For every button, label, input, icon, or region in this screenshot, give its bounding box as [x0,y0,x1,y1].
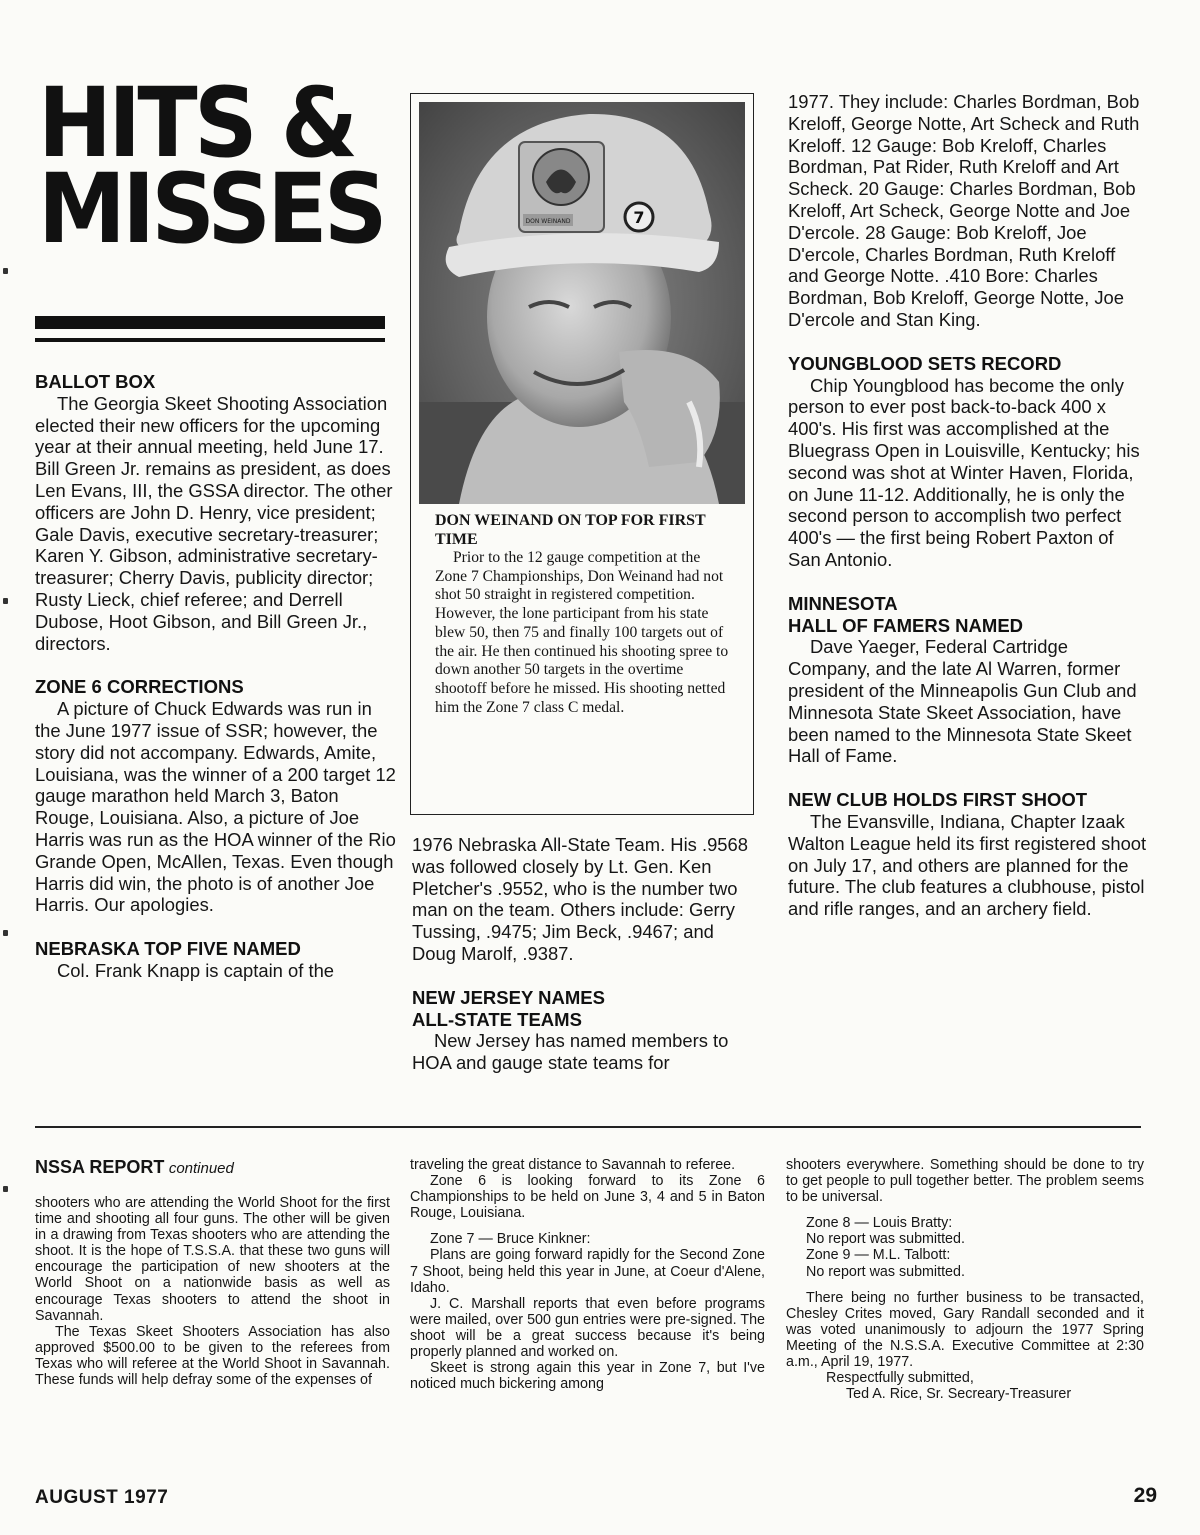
nssa-col3-p1: shooters everywhere. Something should be done to try to get people to pull together better. The problem seems to be universal. [786,1157,1144,1206]
nssa-col2-p1: traveling the great distance to Savannah to referee. [410,1157,736,1173]
nssa-col-1 [35,1195,390,1388]
nssa-col2-p4: J. C. Marshall reports that even before programs were mailed, over 500 gun entries were pre-signed. The shoot will be a great success because it's being properly planned and worked on. [410,1295,765,1361]
youngblood-body: Chip Youngblood has become the only person to ever post back-to-back 400 x 400's. His first was accomplished at the Bluegrass Open in Louisville, Kentucky; his second was shot at Winter Haven, Florida, on June 11-12. Additionally, he is only the second person to accomplish two perfect 400's — the first being Robert Paxton of San Antonio. [788,374,1140,570]
new-jersey-body-cont: 1977. They include: Charles Bordman, Bob Kreloff, George Notte, Art Scheck and Ruth Kreloff. 12 Gauge: Bob Kreloff, Charles Bordman, Pat Rider, Ruth Kreloff and Art Scheck. 20 Gauge: Charles Bordman, Bob Kreloff, Art Scheck, George Notte and Joe D'ercole. 28 Gauge: Bob Kreloff, Joe D'ercole, Charles Bordman, Ruth Kreloff and George Notte. .410 Bore: Charles Bordman, Bob Kreloff, George Notte, Joe D'ercole and Stan King. [788,91,1140,330]
name-tag-text: DON WEINAND [525,218,571,225]
nssa-col3-signer: Ted A. Rice, Sr. Secreary-Treasurer [846,1386,1072,1403]
nssa-col3-p2: There being no further business to be transacted, Chesley Crites moved, Gary Randall seconded and it was voted unanimously to adjourn the 1977 Spring Meeting of the N.S.S.A. Executive Committee at 2:30 a.m., April 19, 1977. [786,1289,1144,1371]
margin-mark [3,268,8,274]
nssa-col2-zone7: Zone 7 — Bruce Kinkner: [430,1231,591,1248]
left-column [35,371,397,982]
masthead-line1: HITS & [38,67,355,179]
nssa-report-title: NSSA REPORT [35,1157,165,1177]
ballot-box-body: The Georgia Skeet Shooting Association elected their new officers for the upcoming year at their annual meeting, held June 17. Bill Green Jr. remains as president, as does Len Evans, III, the GSSA director. The other officers are John D. Henry, vice president; Gale Davis, executive secretary-treasurer; Karen Y. Gibson, administrative secretary-treasurer; Cherry Davis, publicity director; Rusty Lieck, chief referee; and Derrell Dubose, Hoot Gibson, and Bill Green Jr., directors. [35,392,393,654]
nebraska-body-start: Col. Frank Knapp is captain of the [57,959,335,981]
ballot-box-heading: BALLOT BOX [35,371,156,392]
nssa-col1-p1: shooters who are attending the World Shoot for the first time and shooting all four guns. The other will be given in a drawing from Texas shooters who are attending the shoot. It is the hope of T.S.S.A. that these two guns will encourage the participation of new shooters at the World Shoot on a nationwide basis as well as encourage Texas shooters to attend the shoot in Savannah. [35,1195,390,1324]
minnesota-body: Dave Yaeger, Federal Cartridge Company, and the late Al Warren, former president of the Minneapolis Gun Club and Minnesota State Skeet Association, have been named to the Minnesota State Skeet Hall of Fame. [788,636,1137,767]
nssa-col-3 [786,1157,1144,1402]
nssa-col2-p2: Zone 6 is looking forward to its Zone 6 Championships to be held on June 3, 4 and 5 in Baton Rouge, Louisiana. [410,1173,765,1222]
margin-mark [3,930,8,936]
caption-title: DON WEINAND ON TOP FOR FIRST TIME [435,512,706,548]
footer-page-number: 29 [1133,1484,1157,1507]
zone-badge-number: 7 [633,208,645,227]
zone6-body: A picture of Chuck Edwards was run in the June 1977 issue of SSR; however, the story did not accompany. Edwards, Amite, Louisiana, was the winner of a 200 target 12 gauge marathon held March 3, Baton Rouge, Louisiana. Also, a picture of Joe Harris was run as the HOA winner of the Rio Grande Open, McAllen, Texas. Even though Harris did win, the photo is of another Joe Harris. Our apologies. [35,698,396,916]
nssa-col3-zone8: Zone 8 — Louis Bratty: [806,1215,953,1232]
new-club-body: The Evansville, Indiana, Chapter Izaak Walton League held its first registered shoot on July 17, and others are planned for the future. The club features a clubhouse, pistol and rifle ranges, and an archery field. [788,810,1147,920]
new-jersey-heading-2: ALL-STATE TEAMS [412,1008,582,1030]
minnesota-heading-2: HALL OF FAMERS NAMED [788,614,1024,636]
nssa-col2-p5: Skeet is strong again this year in Zone 7, but I've noticed much bickering among [410,1360,765,1393]
nssa-col3-zone9: Zone 9 — M.L. Talbott: [806,1247,951,1264]
middle-column [412,834,757,1074]
nebraska-heading: NEBRASKA TOP FIVE NAMED [35,938,301,960]
new-jersey-heading-1: NEW JERSEY NAMES [412,986,605,1008]
section-separator [35,1126,1141,1128]
nssa-col1-p2: The Texas Skeet Shooters Association has also approved $500.00 to be given to the referees from Texas who will referee at the World Shoot in Savannah. These funds will help defray some of the expenses of [35,1323,390,1389]
youngblood-heading: YOUNGBLOOD SETS RECORD [788,352,1062,374]
new-jersey-body-start: New Jersey has named members to HOA and gauge state teams for [412,1030,729,1074]
nssa-report-heading [35,1157,395,1178]
nssa-col2-p3: Plans are going forward rapidly for the Second Zone 7 Shoot, being held this year in June, at Coeur d'Alene, Idaho. [410,1247,765,1296]
portrait-photo [419,102,745,504]
right-column [788,91,1148,920]
nebraska-body-cont: 1976 Nebraska All-State Team. His .9568 was followed closely by Lt. Gen. Ken Pletcher's .9552, who is the number two man on the team. Others include: Gerry Tussing, .9475; Jim Beck, .9467; and Doug Marolf, .9387. [412,834,748,964]
minnesota-heading-1: MINNESOTA [788,592,898,614]
photo-box [410,93,754,815]
nssa-col3-zone9-note: No report was submitted. [806,1263,965,1280]
photo-caption [435,512,735,717]
masthead-rule-thin [35,338,385,342]
masthead-title [38,67,384,265]
nssa-col3-zone8-note: No report was submitted. [806,1231,965,1248]
nssa-col-2 [410,1157,765,1392]
caption-body: Prior to the 12 gauge competition at the Zone 7 Championships, Don Weinand had not shot 50 straight in registered competition. However, the lone participant from his state blew 50, then 75 and finally 100 targets out of the air. He then continued his shooting spree to down another 50 targets in the overtime shootoff before he missed. His shooting netted him the Zone 7 class C medal. [435,549,729,716]
margin-mark [3,1186,8,1192]
new-club-heading: NEW CLUB HOLDS FIRST SHOOT [788,789,1088,811]
zone6-heading: ZONE 6 CORRECTIONS [35,676,244,698]
footer-issue-date: AUGUST 1977 [35,1487,169,1508]
masthead-line2: MISSES [38,153,384,265]
margin-mark [3,598,8,604]
nssa-report-continued: continued [168,1160,234,1177]
nssa-col3-signoff: Respectfully submitted, [826,1370,974,1387]
masthead-rule-thick [35,316,385,329]
